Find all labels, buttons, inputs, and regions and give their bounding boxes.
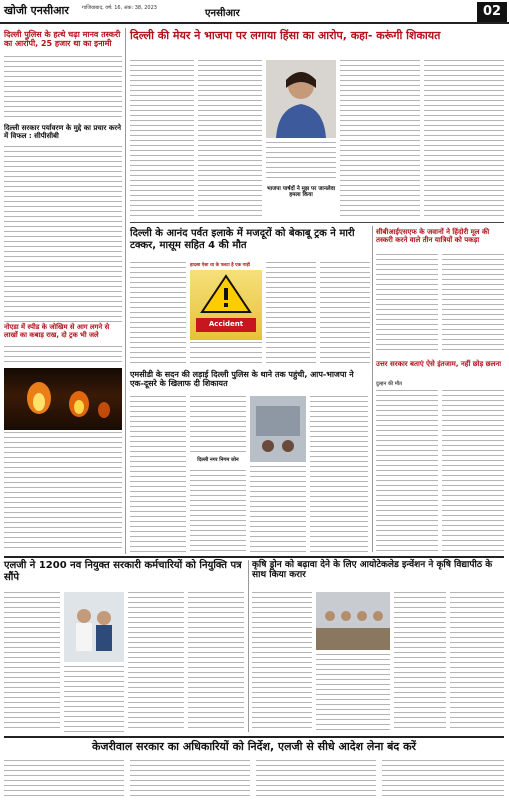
mayor-photo	[266, 60, 336, 138]
column-rule-3	[248, 560, 249, 732]
body-lg-2	[64, 666, 124, 732]
body-cpcb	[4, 146, 122, 322]
body-anand-3	[266, 262, 316, 366]
rule-1	[130, 222, 504, 223]
rule-2	[4, 556, 504, 558]
body-mcd-2	[190, 396, 246, 456]
body-lg-1	[4, 592, 60, 732]
body-kejriwal-4	[382, 760, 504, 798]
headline-cisf: सीबीआईएसएफ के जवानों ने हिंदोरी मूल की तस्करी करने वाले तीन यात्रियों को पकड़ा	[376, 228, 490, 245]
page-number: 02	[477, 2, 507, 22]
accident-photo	[190, 270, 262, 340]
body-mayor-3	[266, 142, 336, 182]
masthead	[0, 0, 509, 24]
subline-bride: दुल्हन की मौत	[376, 381, 402, 387]
body-mcd-5	[310, 396, 368, 552]
body-kejriwal-1	[4, 760, 124, 798]
body-kejriwal-3	[256, 760, 376, 798]
body-bride-1	[376, 390, 438, 552]
rule-3	[4, 736, 504, 738]
headline-noida-fire: नोएडा में स्पीड के जोखिम से आग लगने से लाखों का कबाड़ राख, दो ट्रक भी जले	[4, 323, 110, 339]
body-mayor-4	[340, 60, 420, 220]
lg-photo	[64, 592, 124, 662]
body-kejriwal-2	[130, 760, 250, 798]
body-drone-2	[316, 654, 390, 732]
dateline: गाजियाबाद, वर्ष: 16, अंक: 38, 2023	[82, 5, 157, 11]
headline-trafficking: दिल्ली पुलिस के हत्थे चढ़ा मानव तस्करी का आरोपी, 25 हजार था का इनामी	[4, 30, 121, 49]
subhead-mcd: दिल्ली नगर निगम जोन	[197, 457, 239, 463]
body-cisf-1	[376, 254, 438, 354]
headline-mayor: दिल्ली की मेयर ने भाजपा पर लगाया हिंसा का आरोप, कहा- करूंगी शिकायत	[130, 29, 441, 42]
brand-name: खोजी एनसीआर	[4, 4, 69, 17]
headline-kejriwal: केजरीवाल सरकार का अधिकारियों को निर्देश, एलजी से सीधे आदेश लेना बंद करें	[91, 740, 417, 753]
accident-sign-text: Accident	[208, 320, 244, 328]
drone-photo	[316, 592, 390, 650]
subhead-mayor: भाजपा पार्षदों ने मुझ पर जानलेवा हमला किया	[266, 186, 336, 199]
fire-photo	[4, 368, 122, 430]
body-drone-3	[394, 592, 446, 732]
body-mcd-4	[250, 466, 306, 552]
body-anand-1	[130, 262, 186, 366]
body-noida-fire	[4, 346, 122, 366]
body-cisf-2	[442, 254, 504, 354]
section-title: एनसीआर	[205, 8, 240, 19]
body-drone-4	[450, 592, 504, 732]
body-mayor-2	[198, 60, 262, 220]
body-drone-1	[252, 592, 312, 732]
body-lg-4	[188, 592, 244, 732]
headline-anand-parbat: दिल्ली के आनंद पर्वत इलाके में मजदूरों को बेकाबू ट्रक ने मारी टक्कर, मासूम सहित 4 की मौत	[130, 228, 355, 251]
body-anand-2	[190, 342, 262, 366]
body-mayor-5	[424, 60, 504, 220]
headline-krishi-drone: कृषि ड्रोन को बढ़ावा देने के लिए आयोटेकलेड इन्वेंशन ने कृषि विद्यापीठ के साथ किया करार	[252, 560, 493, 581]
body-mcd-1	[130, 396, 186, 552]
body-noida-fire-2	[4, 432, 122, 552]
column-rule-2	[372, 226, 373, 552]
headline-mcd: एमसीडी के सदन की लड़ाई दिल्ली पुलिस के थाने तक पहुंची, आप-भाजपा ने एक-दूसरे के खिलाफ दी शिकायत	[130, 370, 354, 389]
body-mcd-3	[190, 470, 246, 552]
body-anand-4	[320, 262, 370, 366]
body-lg-3	[128, 592, 184, 732]
body-trafficking	[4, 56, 122, 120]
headline-bride: उत्तर सरकार बताएं ऐसे इंतजाम, नहीं छोड़ छलना	[376, 360, 502, 368]
body-bride-2	[442, 390, 504, 552]
mcd-photo	[250, 396, 306, 462]
headline-cpcb: दिल्ली सरकार पर्यावरण के मुद्दे का प्रचार करने में विफल : सीपीसीबी	[4, 124, 121, 141]
accident-caption: हादसा ऐसा था के पलटा है एक गाड़ी	[190, 263, 250, 268]
column-rule	[125, 28, 126, 554]
headline-lg-appointments: एलजी ने 1200 नव नियुक्त सरकारी कर्मचारियों को नियुक्ति पत्र सौंपे	[4, 560, 242, 583]
body-mayor-1	[130, 60, 194, 220]
